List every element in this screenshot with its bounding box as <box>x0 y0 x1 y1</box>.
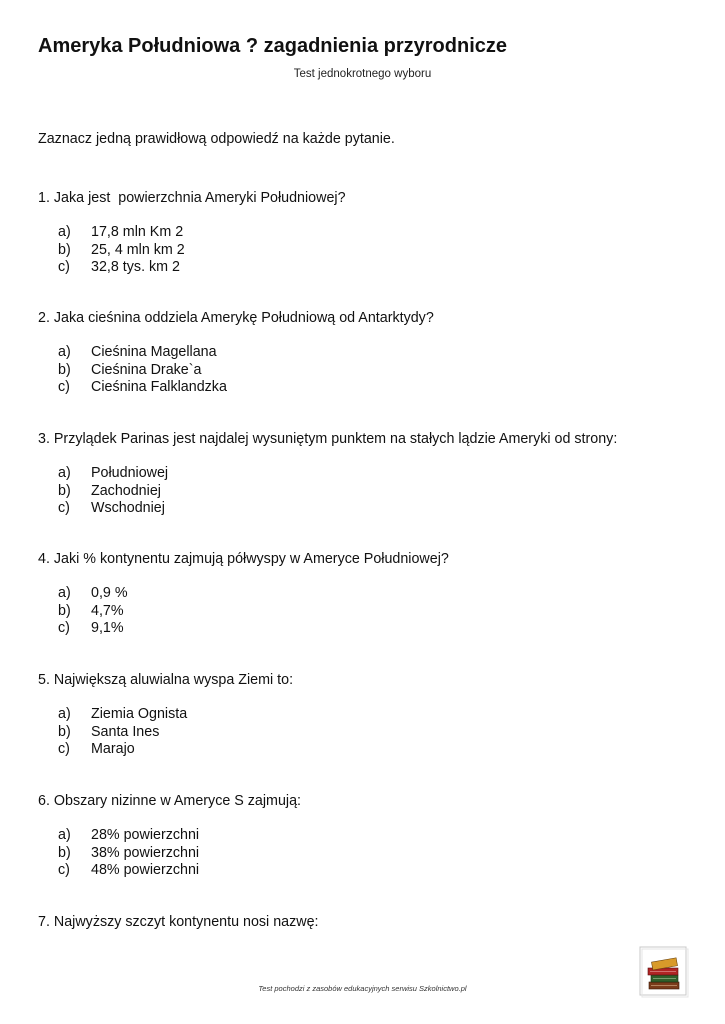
answer-text: Santa Ines <box>91 723 160 740</box>
answer-text: 25, 4 mln km 2 <box>91 241 185 258</box>
instruction-text: Zaznacz jedną prawidłową odpowiedź na każde pytanie. <box>38 131 395 147</box>
answer-text: Wschodniej <box>91 500 165 516</box>
answer-text: 17,8 mln Km 2 <box>91 224 184 240</box>
answers-4 <box>58 585 128 638</box>
answer-letter: c) <box>58 620 70 636</box>
answer-option[interactable] <box>58 344 227 362</box>
question-4: 4. Jaki % kontynentu zajmują półwyspy w Ameryce Południowej? <box>38 551 449 567</box>
answer-text: Ziemia Ognista <box>91 706 188 722</box>
answer-text: 28% powierzchni <box>91 827 200 843</box>
answer-option[interactable] <box>58 603 128 621</box>
page-title: Ameryka Południowa ? zagadnienia przyrodnicze <box>38 35 507 57</box>
answer-text: Marajo <box>91 741 135 757</box>
question-2: 2. Jaka cieśnina oddziela Amerykę Południową od Antarktydy? <box>38 310 434 326</box>
answer-letter: a) <box>58 585 71 601</box>
answer-option[interactable] <box>58 379 227 397</box>
answer-letter: a) <box>58 465 71 481</box>
answer-text: Południowej <box>91 465 169 481</box>
footer-note: Test pochodzi z zasobów edukacyjnych serwisu Szkolnictwo.pl <box>258 984 467 993</box>
answer-letter: a) <box>58 827 71 843</box>
question-6: 6. Obszary nizinne w Ameryce S zajmują: <box>38 793 302 809</box>
answer-text: 0,9 % <box>91 585 128 601</box>
question-5: 5. Największą aluwialna wyspa Ziemi to: <box>38 672 294 688</box>
answer-text: 48% powierzchni <box>91 862 200 878</box>
answer-letter: c) <box>58 259 70 275</box>
answers-3 <box>58 465 168 518</box>
answer-text: 4,7% <box>91 602 124 619</box>
answer-option[interactable] <box>58 827 199 845</box>
page-subtitle: Test jednokrotnego wyboru <box>293 68 432 80</box>
answer-text: Cieśnina Magellana <box>91 344 217 360</box>
answer-letter: a) <box>58 706 71 722</box>
answer-text: Cieśnina Drake`a <box>91 361 202 378</box>
question-1: 1. Jaka jest powierzchnia Ameryki Południowej? <box>38 190 346 206</box>
answer-option[interactable] <box>58 724 187 742</box>
answer-option[interactable] <box>58 465 168 483</box>
answers-2 <box>58 344 227 397</box>
answer-option[interactable] <box>58 741 187 759</box>
answer-option[interactable] <box>58 845 199 863</box>
answers-5 <box>58 706 187 759</box>
answer-letter: c) <box>58 500 70 516</box>
answer-letter: b) <box>58 361 71 378</box>
answer-option[interactable] <box>58 706 187 724</box>
question-3: 3. Przylądek Parinas jest najdalej wysuniętym punktem na stałych lądzie Ameryki od strony: <box>38 431 618 447</box>
answer-letter: b) <box>58 482 71 499</box>
answer-option[interactable] <box>58 500 168 518</box>
answer-text: 9,1% <box>91 620 124 636</box>
answer-text: Cieśnina Falklandzka <box>91 379 227 395</box>
answer-letter: b) <box>58 844 71 861</box>
question-7: 7. Najwyższy szczyt kontynentu nosi nazwę: <box>38 914 319 930</box>
answer-option[interactable] <box>58 585 128 603</box>
answer-option[interactable] <box>58 242 185 260</box>
answer-letter: b) <box>58 602 71 619</box>
answer-option[interactable] <box>58 259 185 277</box>
answer-option[interactable] <box>58 362 227 380</box>
answer-option[interactable] <box>58 620 128 638</box>
answer-option[interactable] <box>58 483 168 501</box>
answer-option[interactable] <box>58 862 199 880</box>
answers-6 <box>58 827 199 880</box>
answers-1 <box>58 224 185 277</box>
answer-option[interactable] <box>58 224 185 242</box>
answer-text: Zachodniej <box>91 482 161 499</box>
answer-text: 38% powierzchni <box>91 844 200 861</box>
answer-letter: a) <box>58 344 71 360</box>
answer-letter: c) <box>58 741 70 757</box>
answer-text: 32,8 tys. km 2 <box>91 259 180 275</box>
answer-letter: b) <box>58 241 71 258</box>
answer-letter: c) <box>58 862 70 878</box>
answer-letter: a) <box>58 224 71 240</box>
answer-letter: c) <box>58 379 70 395</box>
answer-letter: b) <box>58 723 71 740</box>
books-icon <box>639 946 689 998</box>
